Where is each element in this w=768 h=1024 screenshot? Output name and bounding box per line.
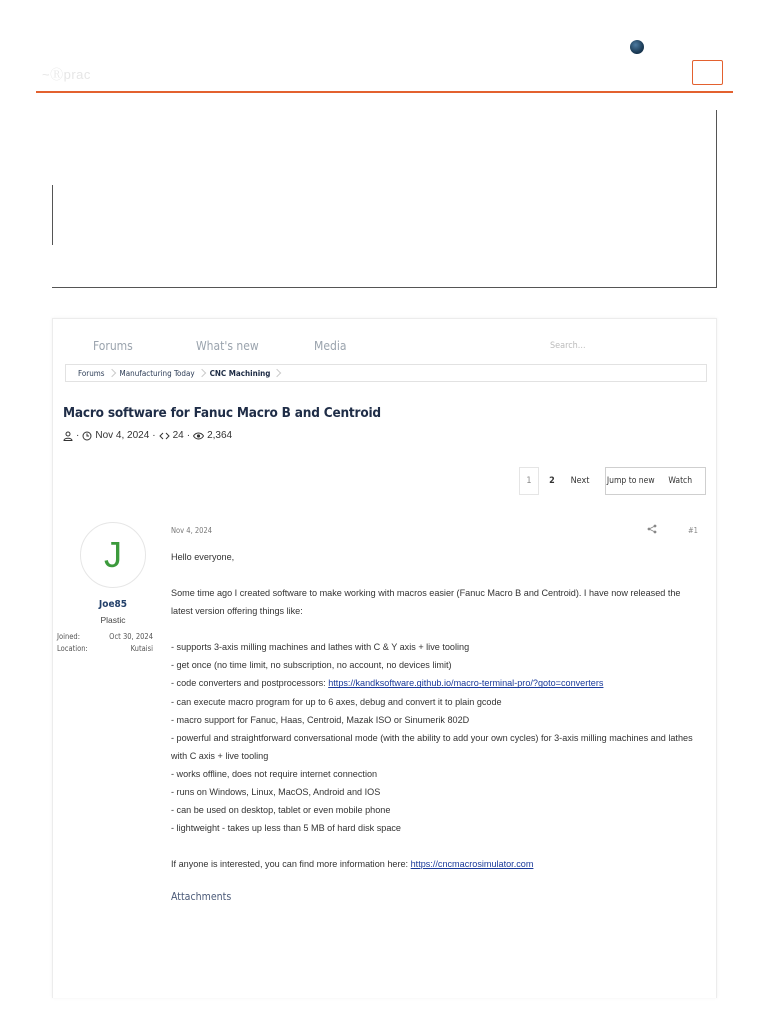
chevron-right-icon <box>107 369 115 377</box>
feature-item: - macro support for Fanuc, Haas, Centroid, Mazak ISO or Sinumerik 802D <box>171 714 470 725</box>
avatar[interactable] <box>80 522 146 588</box>
user-icon <box>63 431 73 441</box>
breadcrumb-label: CNC Machining <box>209 368 271 378</box>
outro-text: If anyone is interested, you can find more information here: <box>171 859 411 870</box>
post-body <box>171 548 701 873</box>
jump-to-new-button[interactable]: Jump to new <box>606 476 655 486</box>
thread-date[interactable]: Nov 4, 2024 <box>95 430 150 441</box>
site-logo[interactable]: ~Ⓡprac <box>42 67 91 82</box>
meta-separator: · <box>152 430 156 441</box>
user-title: Plastic <box>100 615 126 625</box>
breadcrumb-label: Manufacturing Today <box>119 368 195 378</box>
reply-count: 24 <box>172 430 184 441</box>
feature-item: - can be used on desktop, tablet or even mobile phone <box>171 805 391 816</box>
avatar-letter: J <box>104 534 122 575</box>
breadcrumb <box>65 364 707 382</box>
chevron-right-icon <box>273 369 281 377</box>
page-2-button[interactable]: 2 <box>549 476 555 486</box>
feature-item-converters <box>171 674 701 692</box>
search-input[interactable]: Search... <box>550 341 586 351</box>
site-link[interactable]: https://cncmacrosimulator.com <box>410 859 534 870</box>
view-count: 2,364 <box>207 430 233 441</box>
paragraph-gap <box>171 837 701 855</box>
share-icon[interactable] <box>647 524 657 537</box>
main-container <box>52 318 717 998</box>
feature-item: - works offline, does not require internet connection <box>171 768 378 779</box>
user-location-row <box>57 643 153 655</box>
post-outro <box>171 855 701 873</box>
attachments-heading: Attachments <box>171 891 232 903</box>
chevron-right-icon <box>197 369 205 377</box>
eye-icon <box>193 431 204 441</box>
paragraph-gap <box>171 566 701 584</box>
site-header <box>0 0 768 95</box>
nav-forums[interactable]: Forums <box>93 339 133 353</box>
ad-frame-edge <box>52 185 53 245</box>
feature-item: - powerful and straightforward conversational mode (with the ability to add your own cycles) for 3-axis milling machines and lathes with C axis + live tooling <box>171 732 693 761</box>
paragraph-gap <box>171 620 701 638</box>
pagination <box>519 467 595 495</box>
forum-nav <box>53 335 716 357</box>
feature-text: - code converters and postprocessors: <box>171 678 329 689</box>
location-value[interactable]: Kutaisi <box>130 644 153 653</box>
breadcrumb-cnc-machining[interactable] <box>210 369 286 378</box>
nav-whats-new[interactable]: What's new <box>196 339 259 353</box>
feature-item: - supports 3-axis milling machines and lathes with C & Y axis + live tooling <box>171 642 470 653</box>
post-intro: Some time ago I created software to make working with macros easier (Fanuc Macro B and Centroid). I have now released the latest version offering things like: <box>171 588 681 617</box>
breadcrumb-label: Forums <box>78 368 105 378</box>
replies-icon <box>159 431 170 441</box>
menu-button[interactable] <box>692 60 723 85</box>
clock-icon <box>82 431 92 441</box>
thread-meta <box>63 430 232 441</box>
breadcrumb-manufacturing-today[interactable] <box>120 369 210 378</box>
thread-actions <box>605 467 706 495</box>
username[interactable]: Joe85 <box>98 599 128 610</box>
page-1-button[interactable]: 1 <box>519 467 539 495</box>
feature-item: - can execute macro program for up to 6 axes, debug and convert it to plain gcode <box>171 696 502 707</box>
header-divider <box>36 91 733 93</box>
post-number[interactable]: #1 <box>688 526 698 535</box>
feature-item: - lightweight - takes up less than 5 MB of hard disk space <box>171 823 401 834</box>
feature-item: - runs on Windows, Linux, MacOS, Android and IOS <box>171 787 381 798</box>
next-page-button[interactable]: Next <box>570 476 590 486</box>
meta-separator: · <box>186 430 191 441</box>
feature-item: - get once (no time limit, no subscription, no account, no devices limit) <box>171 660 452 671</box>
globe-icon[interactable] <box>630 40 644 54</box>
nav-media[interactable]: Media <box>314 339 347 353</box>
user-joined-row <box>57 631 153 643</box>
post-date[interactable]: Nov 4, 2024 <box>171 526 213 535</box>
ad-frame <box>52 110 717 288</box>
joined-value: Oct 30, 2024 <box>109 632 153 641</box>
user-info <box>57 631 153 655</box>
post-greeting: Hello everyone, <box>171 552 235 562</box>
converters-link[interactable]: https://kandksoftware.github.io/macro-terminal-pro/?goto=converters <box>328 678 604 689</box>
watch-button[interactable]: Watch <box>668 476 693 486</box>
breadcrumb-forums[interactable] <box>78 369 120 378</box>
location-label: Location: <box>57 644 88 653</box>
thread-title: Macro software for Fanuc Macro B and Centroid <box>63 405 381 421</box>
joined-label: Joined: <box>57 632 80 641</box>
meta-separator: · <box>76 430 80 441</box>
